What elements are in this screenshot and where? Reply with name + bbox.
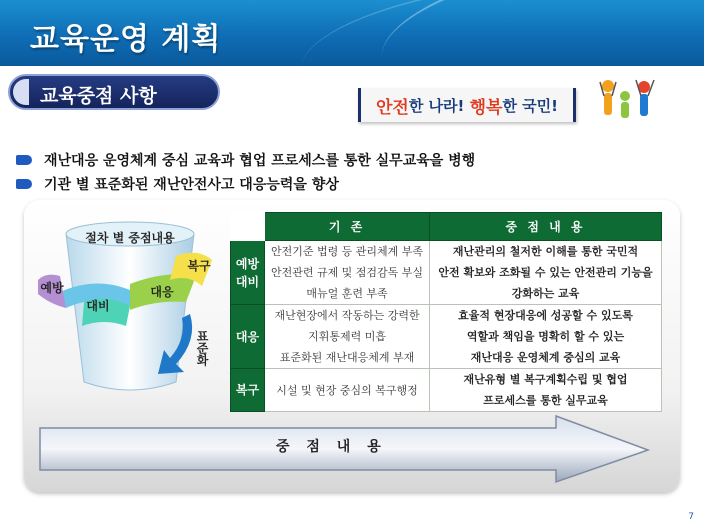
column-header-focus: 중 점 내 용 bbox=[430, 213, 662, 241]
title-banner bbox=[0, 0, 704, 66]
focus-line: 강화하는 교육 bbox=[511, 287, 580, 300]
focus-cell bbox=[430, 241, 662, 305]
focus-cell bbox=[430, 305, 662, 369]
slogan-box bbox=[358, 88, 576, 122]
existing-line: 안전기준 법령 등 관리체계 부족 bbox=[270, 245, 424, 258]
page-number: 7 bbox=[688, 512, 694, 522]
diagram-label-standardization: 표준화 bbox=[195, 330, 209, 366]
bullet-text: 기관 별 표준화된 재난안전사고 대응능력을 향상 bbox=[44, 177, 339, 193]
existing-cell bbox=[265, 305, 430, 369]
diagram-label-preparation: 대비 bbox=[86, 299, 110, 313]
focus-line: 재난관리의 철저한 이해를 통한 국민적 bbox=[452, 245, 639, 258]
existing-cell bbox=[265, 241, 430, 305]
table-row bbox=[231, 305, 662, 369]
table-header-row bbox=[231, 213, 662, 241]
existing-line: 시설 및 현장 중심의 복구행정 bbox=[276, 383, 418, 397]
banner-wave-decoration bbox=[372, 0, 704, 66]
bullet-text: 재난대응 운영체계 중심 교육과 협업 프로세스를 통한 실무교육을 병행 bbox=[44, 153, 476, 169]
phase-cell: 대응 bbox=[231, 305, 265, 369]
focus-line: 효율적 현장대응에 성공할 수 있도록 bbox=[458, 309, 633, 322]
existing-line: 안전관련 규제 및 점검감독 부실 bbox=[270, 266, 424, 279]
focus-line: 재난대응 운영체계 중심의 교육 bbox=[470, 351, 621, 364]
diagram-title: 절차 별 중점내용 bbox=[85, 231, 175, 245]
focus-line: 프로세스를 통한 실무교육 bbox=[483, 394, 608, 407]
existing-line: 표준화된 재난대응체계 부재 bbox=[279, 351, 415, 364]
focus-line: 역할과 책임을 명확히 할 수 있는 bbox=[466, 330, 625, 343]
diagram-label-recovery: 복구 bbox=[187, 259, 211, 273]
table-row bbox=[231, 241, 662, 305]
section-title: 교육중점 사항 bbox=[40, 85, 157, 107]
focus-line: 재난유형 별 복구계획수립 및 협업 bbox=[463, 373, 628, 386]
bullet-marker-icon bbox=[16, 155, 32, 165]
table-row bbox=[231, 369, 662, 412]
column-header-existing: 기 존 bbox=[265, 213, 430, 241]
arrow-label: 중 점 내 용 bbox=[276, 439, 387, 455]
diagram-label-response: 대응 bbox=[150, 285, 174, 299]
bullet-item bbox=[16, 174, 339, 194]
existing-line: 지휘통제력 미흡 bbox=[308, 330, 386, 343]
diagram-label-prevention: 예방 bbox=[40, 281, 64, 295]
section-heading-tab bbox=[8, 74, 220, 110]
focus-cell bbox=[430, 369, 662, 412]
slogan-text: 한 나라! bbox=[408, 96, 470, 115]
table-corner-cell bbox=[231, 213, 265, 241]
procedure-cycle-diagram bbox=[26, 214, 232, 410]
slogan-emphasis: 행복 bbox=[469, 97, 503, 118]
slogan-text: 한 국민! bbox=[502, 96, 559, 115]
existing-line: 재난현장에서 작동하는 강력한 bbox=[274, 309, 420, 322]
focus-line: 안전 확보와 조화될 수 있는 안전관리 기능을 bbox=[438, 266, 653, 279]
slogan-emphasis: 안전 bbox=[375, 97, 409, 118]
phase-cell: 복구 bbox=[231, 369, 265, 412]
bullet-item bbox=[16, 150, 475, 170]
people-icon bbox=[598, 76, 660, 124]
existing-cell bbox=[265, 369, 430, 412]
bullet-marker-icon bbox=[16, 179, 32, 189]
comparison-table bbox=[230, 212, 662, 412]
existing-line: 매뉴얼 훈련 부족 bbox=[306, 287, 388, 300]
phase-cell: 예방 대비 bbox=[231, 241, 265, 305]
tab-cap-decoration bbox=[13, 79, 29, 105]
page-title: 교육운영 계획 bbox=[30, 22, 222, 57]
